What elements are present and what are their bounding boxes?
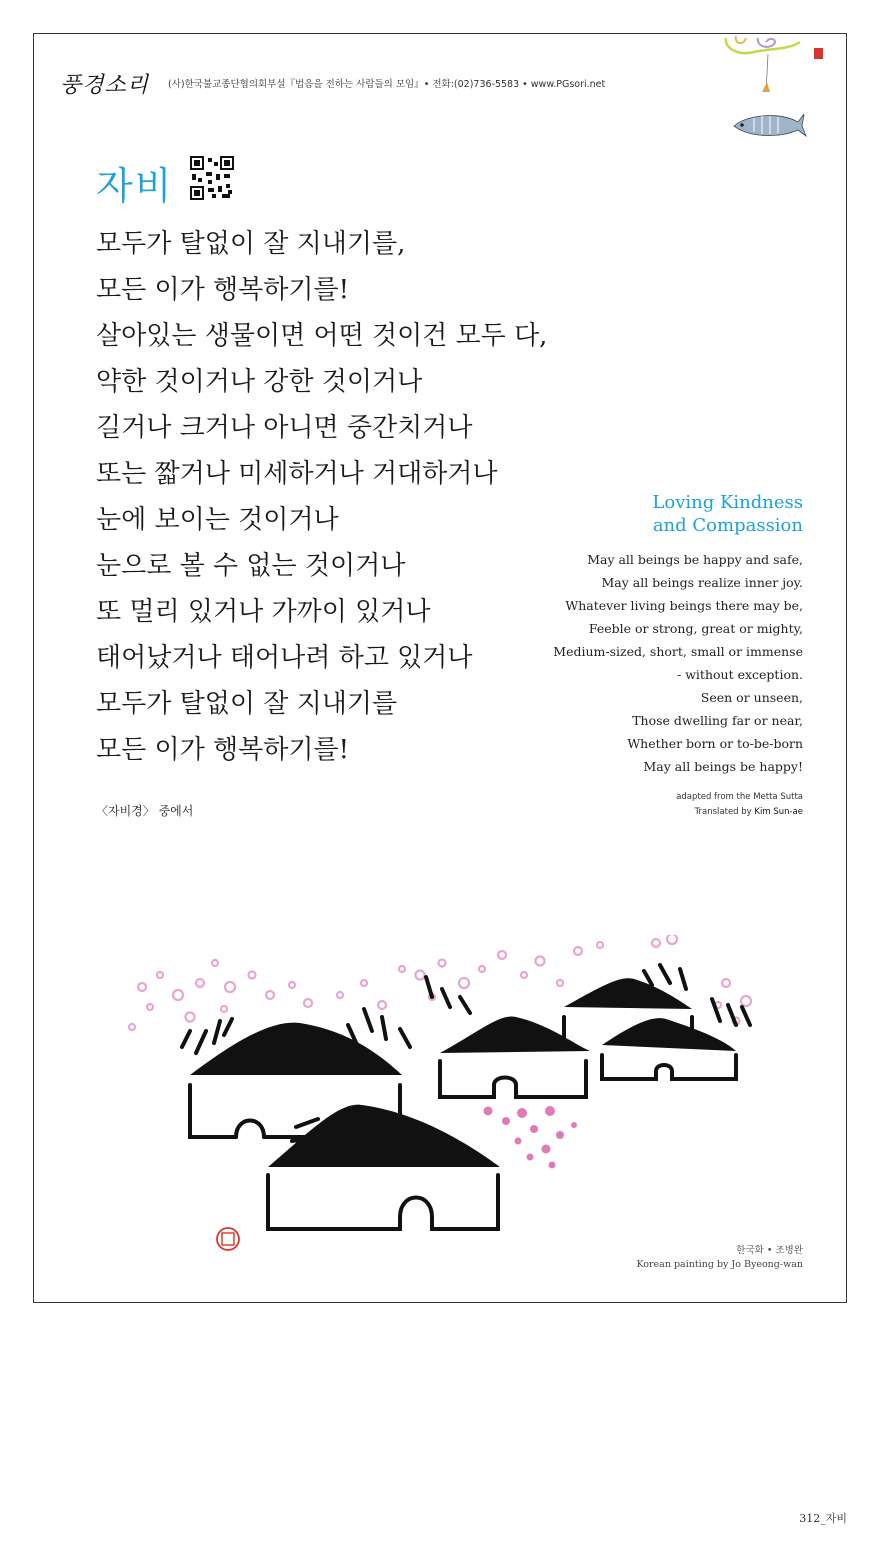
english-line: Seen or unseen, (700, 690, 803, 705)
poem-line: 약한 것이거나 강한 것이거나 (96, 367, 423, 397)
brand-logo: 풍경소리 (60, 73, 150, 98)
poem-line: 살아있는 생물이면 어떤 것이건 모두 다, (96, 321, 548, 351)
korean-poem (96, 224, 547, 776)
poem-line: 모두가 탈없이 잘 지내기를, (96, 229, 406, 259)
poem-line: 모든 이가 행복하기를! (96, 735, 350, 765)
english-line: - without exception. (677, 667, 803, 682)
poem-source: 〈자비경〉 중에서 (96, 804, 194, 818)
painting-credit-english: Korean painting by Jo Byeong-wan (636, 1259, 803, 1270)
poem-line: 또 멀리 있거나 가까이 있거나 (96, 597, 431, 627)
translated-by (676, 805, 803, 820)
english-title (652, 491, 803, 537)
english-title-line: Loving Kindness (652, 492, 803, 513)
poem-line: 또는 짧거나 미세하거나 거대하거나 (96, 459, 498, 489)
english-line: May all beings be happy and safe, (587, 552, 803, 567)
english-line: May all beings realize inner joy. (601, 575, 803, 590)
english-title-line: and Compassion (652, 515, 803, 536)
translator-name: Kim Sun-ae (754, 807, 803, 817)
english-line: Whether born or to-be-born (627, 736, 803, 751)
english-line: Medium-sized, short, small or immense (553, 644, 803, 659)
adapted-from: adapted from the Metta Sutta (676, 792, 803, 802)
painting-credit (636, 1244, 803, 1272)
english-line: Feeble or strong, great or mighty, (588, 621, 803, 636)
painter-seal (217, 1228, 239, 1250)
qr-code-icon[interactable] (190, 156, 234, 200)
page-number: 312_자비 (799, 1512, 847, 1525)
painting-credit-korean: 한국화 • 조병완 (736, 1245, 803, 1256)
english-line: May all beings be happy! (643, 759, 803, 774)
org-info: (사)한국불교종단협의회부설『법음을 전하는 사람들의 모임』• 전화:(02)736-5583 • www.PGsori.net (168, 79, 606, 90)
poem-line: 모든 이가 행복하기를! (96, 275, 350, 305)
english-line: Those dwelling far or near, (632, 713, 803, 728)
wind-chime-fish-illustration (718, 34, 828, 144)
poem-line: 태어났거나 태어나려 하고 있거나 (96, 643, 473, 673)
translated-prefix: Translated by (694, 807, 755, 817)
poem-line: 모두가 탈없이 잘 지내기를 (96, 689, 398, 719)
page-title: 자비 (96, 164, 174, 208)
translation-credits (676, 790, 803, 820)
english-line: Whatever living beings there may be, (565, 598, 803, 613)
village-ink-painting (120, 935, 760, 1260)
poem-line: 눈으로 볼 수 없는 것이거나 (96, 551, 406, 581)
blossom-dots (129, 935, 751, 1030)
english-poem (553, 548, 803, 778)
pink-blossom-cluster (484, 1106, 578, 1169)
poem-line: 길거나 크거나 아니면 중간치거나 (96, 413, 473, 443)
poem-line: 눈에 보이는 것이거나 (96, 505, 339, 535)
